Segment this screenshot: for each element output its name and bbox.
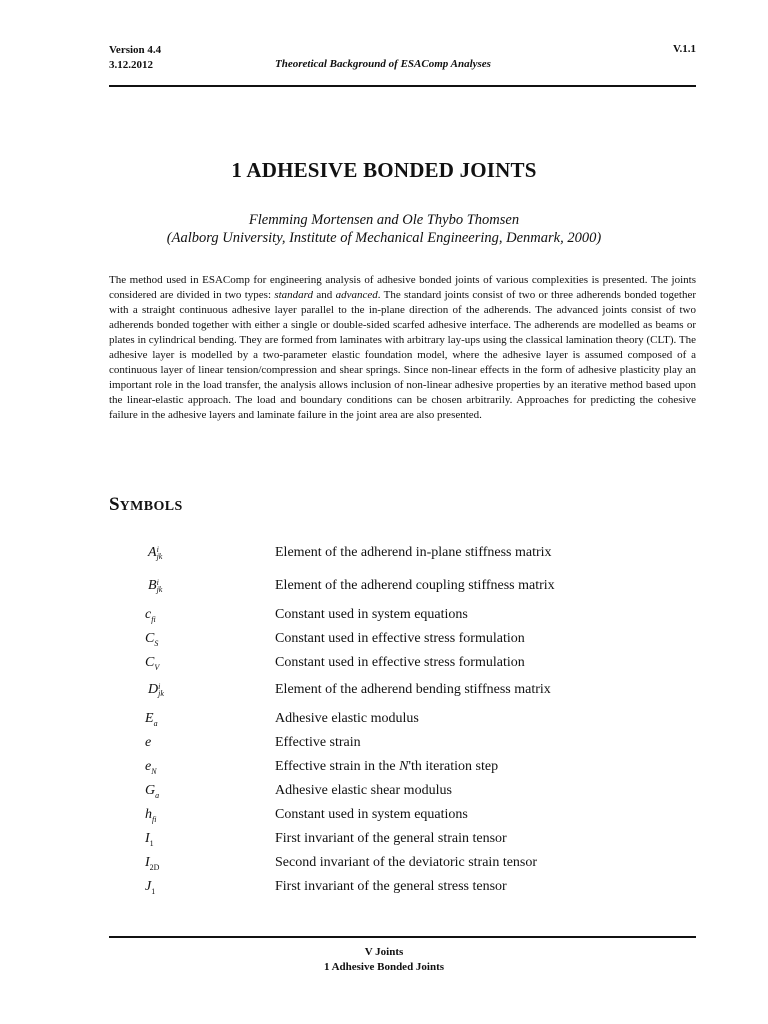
symbol-row bbox=[0, 682, 768, 704]
symbol-description: First invariant of the general strain tensor bbox=[275, 831, 507, 846]
symbol: $C_V$ bbox=[145, 655, 160, 672]
symbol-row bbox=[0, 855, 768, 877]
document-title: Theoretical Background of ESAComp Analyses bbox=[275, 58, 491, 70]
header-rule bbox=[109, 85, 696, 87]
symbol: $h_{fi}$ bbox=[145, 807, 157, 824]
affiliation: (Aalborg University, Institute of Mechanical Engineering, Denmark, 2000) bbox=[166, 230, 602, 246]
abstract-paragraph: The method used in ESAComp for engineering analysis of adhesive bonded joints of various complexities is presented. The joints considered are divided in two types: standard and advanced. The standard joints consist of two or three adherends bonded together with a straight continuous adhesive layer parallel to the in-plane direction of the adherends. The advanced joints consist of two adherends bonded together with either a single or double-sided scarfed adhesive interface. The adherends are modelled as beams or plates in cylindrical bending. They are formed from laminates with arbitrary lay-ups using the classical lamination theory (CLT). The adhesive layer is modelled by a two-parameter elastic foundation model, where the adhesive layer is assumed composed of a continuous layer of linear tension/compression and shear springs. Since non-linear effects in the form of adhesive plasticity play an important role in the load transfer, the analysis allows inclusion of non-linear adhesive properties by an iterative method based upon the linear-elastic approach. The load and boundary conditions can be chosen arbitrarily. Approaches for predicting the cohesive failure in the adhesive layers and laminate failure in the joint area are also presented. bbox=[109, 274, 696, 421]
symbol-description: First invariant of the general stress tensor bbox=[275, 879, 507, 894]
symbol-row bbox=[0, 578, 768, 600]
symbol-description: Effective strain bbox=[275, 735, 361, 750]
symbol: $I_1$ bbox=[145, 831, 154, 848]
symbol: $C_S$ bbox=[145, 631, 159, 648]
symbol-row bbox=[0, 783, 768, 805]
symbol-description: Constant used in system equations bbox=[275, 607, 468, 622]
symbol-description: Adhesive elastic shear modulus bbox=[275, 783, 452, 798]
emphasis-standard: standard bbox=[274, 289, 314, 301]
symbol: A i jk bbox=[148, 545, 163, 561]
header-left bbox=[109, 43, 161, 73]
symbol-description: Element of the adherend bending stiffness matrix bbox=[275, 682, 551, 697]
symbol-description: Constant used in effective stress formulation bbox=[275, 655, 525, 670]
author-block bbox=[0, 211, 768, 247]
section-heading-symbols: SYMBOLS bbox=[109, 494, 183, 515]
symbol-description: Element of the adherend in-plane stiffness matrix bbox=[275, 545, 552, 560]
symbol: $c_{fi}$ bbox=[145, 607, 156, 624]
authors: Flemming Mortensen and Ole Thybo Thomsen bbox=[248, 212, 520, 228]
symbol: D i jk bbox=[148, 682, 164, 698]
symbol-description: Constant used in system equations bbox=[275, 807, 468, 822]
symbol-row bbox=[0, 735, 768, 757]
footer-rule bbox=[109, 936, 696, 938]
symbol-row bbox=[0, 545, 768, 567]
symbol-description: Second invariant of the deviatoric strain tensor bbox=[275, 855, 538, 870]
page-footer bbox=[0, 945, 768, 975]
symbol-row bbox=[0, 607, 768, 629]
symbol-row bbox=[0, 631, 768, 653]
symbol-description: Constant used in effective stress formulation bbox=[275, 631, 525, 646]
symbol-row bbox=[0, 831, 768, 853]
symbol-row bbox=[0, 807, 768, 829]
symbol-row bbox=[0, 655, 768, 677]
date-label: 3.12.2012 bbox=[109, 59, 153, 71]
symbol-row bbox=[0, 711, 768, 733]
symbol: e bbox=[145, 735, 152, 750]
symbol-row bbox=[0, 879, 768, 901]
footer-part: V Joints bbox=[364, 946, 404, 958]
emphasis-advanced: advanced bbox=[335, 289, 378, 301]
symbol-description: Adhesive elastic modulus bbox=[275, 711, 419, 726]
revision-label: V.1.1 bbox=[672, 43, 696, 55]
symbol-description: Effective strain in the N'th iteration step bbox=[275, 759, 499, 774]
chapter-title: 1 ADHESIVE BONDED JOINTS bbox=[231, 158, 537, 182]
symbol-row bbox=[0, 759, 768, 781]
symbol: $G_a$ bbox=[145, 783, 160, 800]
symbol: $e_N$ bbox=[145, 759, 157, 776]
symbol: $E_a$ bbox=[145, 711, 158, 728]
footer-chapter: 1 Adhesive Bonded Joints bbox=[323, 961, 445, 973]
symbol: $J_1$ bbox=[145, 879, 156, 896]
version-label: Version 4.4 bbox=[109, 44, 162, 56]
symbol: $I_{2D}$ bbox=[145, 855, 160, 872]
symbol: B i jk bbox=[148, 578, 163, 594]
symbol-description: Element of the adherend coupling stiffness matrix bbox=[275, 578, 555, 593]
